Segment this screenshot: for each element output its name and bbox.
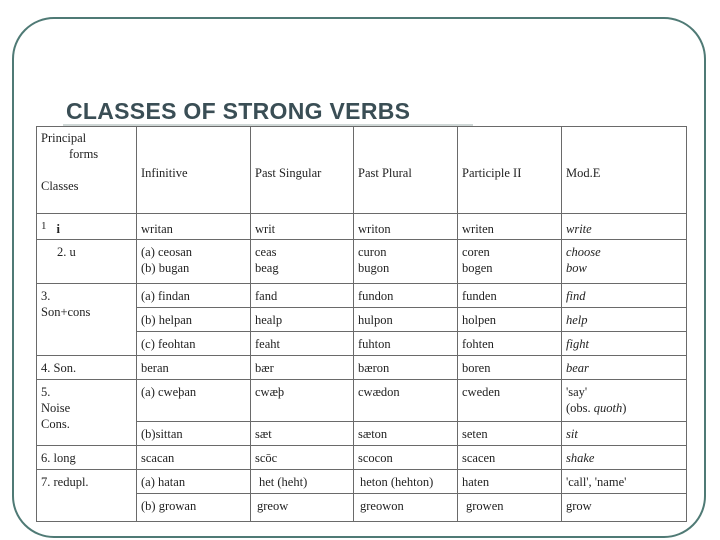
mode-cell: help — [562, 308, 687, 332]
participle-cell: fohten — [458, 332, 562, 356]
class-cell: 6. long — [37, 446, 137, 470]
past-singular-cell: greow — [251, 494, 354, 522]
past-plural-cell: writon — [354, 214, 458, 240]
header-infinitive: Infinitive — [137, 127, 251, 214]
past-plural-cell: sæton — [354, 422, 458, 446]
participle-cell: writen — [458, 214, 562, 240]
participle-cell: growen — [458, 494, 562, 522]
header-forms: forms — [69, 147, 99, 161]
class-cell: 4. Son. — [37, 356, 137, 380]
class-cell: 2. u — [37, 240, 137, 284]
past-singular-cell: fand — [251, 284, 354, 308]
participle-cell: boren — [458, 356, 562, 380]
past-singular-cell: writ — [251, 214, 354, 240]
header-past-plural: Past Plural — [354, 127, 458, 214]
header-principal: Principal — [41, 131, 87, 145]
class-vowel: i — [56, 222, 60, 236]
table-row — [37, 240, 687, 284]
past-singular-cell: scōc — [251, 446, 354, 470]
mode-a: choose — [566, 245, 601, 259]
header-participle: Participle II — [458, 127, 562, 214]
past-plural-cell: bæron — [354, 356, 458, 380]
infinitive-cell: beran — [137, 356, 251, 380]
past-singular-cell: het (heht) — [251, 470, 354, 494]
infinitive-cell: (b)sittan — [137, 422, 251, 446]
participle-cell: holpen — [458, 308, 562, 332]
infinitive-cell: (a) findan — [137, 284, 251, 308]
past-singular-cell — [251, 240, 354, 284]
mode-obsolete: (obs. quoth) — [566, 401, 627, 415]
mode-cell — [562, 380, 687, 422]
past-plural-cell — [354, 240, 458, 284]
class-number: 3. — [41, 289, 51, 303]
past-singular-cell: feaht — [251, 332, 354, 356]
participle-cell: scacen — [458, 446, 562, 470]
past-plural-b: bugon — [358, 261, 390, 275]
participle-a: coren — [462, 245, 490, 259]
infinitive-cell: scacan — [137, 446, 251, 470]
class-cell: 7. redupl. — [37, 470, 137, 522]
infinitive-cell — [137, 240, 251, 284]
past-plural-cell: hulpon — [354, 308, 458, 332]
mode-cell: fight — [562, 332, 687, 356]
infinitive-a: (a) ceosan — [141, 245, 193, 259]
past-plural-a: curon — [358, 245, 387, 259]
table-row — [37, 380, 687, 422]
table-row — [37, 284, 687, 308]
infinitive-b: (b) bugan — [141, 261, 190, 275]
table-row — [37, 470, 687, 494]
past-plural-cell: scocon — [354, 446, 458, 470]
participle-cell: cweden — [458, 380, 562, 422]
past-plural-cell: heton (hehton) — [354, 470, 458, 494]
mode-cell: write — [562, 214, 687, 240]
participle-b: bogen — [462, 261, 493, 275]
past-plural-cell: greowon — [354, 494, 458, 522]
class-name: Son+cons — [41, 305, 91, 319]
header-classes-cell — [37, 127, 137, 214]
class-number: 1 — [41, 220, 47, 232]
mode-b: bow — [566, 261, 587, 275]
participle-cell — [458, 240, 562, 284]
mode-cell — [562, 240, 687, 284]
infinitive-cell: (a) cweþan — [137, 380, 251, 422]
mode-gloss: 'say' — [566, 385, 588, 399]
past-singular-cell: cwæþ — [251, 380, 354, 422]
class-number: 5. — [41, 385, 51, 399]
past-plural-cell: fuhton — [354, 332, 458, 356]
mode-cell: shake — [562, 446, 687, 470]
table-row — [37, 356, 687, 380]
past-singular-cell: healp — [251, 308, 354, 332]
header-classes: Classes — [41, 179, 79, 193]
infinitive-cell: (c) feohtan — [137, 332, 251, 356]
participle-cell: haten — [458, 470, 562, 494]
strong-verbs-table — [36, 126, 687, 522]
past-singular-cell: sæt — [251, 422, 354, 446]
infinitive-cell: (b) helpan — [137, 308, 251, 332]
past-plural-cell: cwædon — [354, 380, 458, 422]
header-past-singular: Past Singular — [251, 127, 354, 214]
class-name: Noise — [41, 401, 71, 415]
past-singular-cell: bær — [251, 356, 354, 380]
class-cell — [37, 214, 137, 240]
mode-cell: 'call', 'name' — [562, 470, 687, 494]
infinitive-cell: (b) growan — [137, 494, 251, 522]
participle-cell: funden — [458, 284, 562, 308]
slide-title: CLASSES OF STRONG VERBS — [66, 98, 411, 124]
past-singular-a: ceas — [255, 245, 277, 259]
table-row — [37, 446, 687, 470]
mode-cell: grow — [562, 494, 687, 522]
past-plural-cell: fundon — [354, 284, 458, 308]
table-header-row — [37, 127, 687, 214]
mode-cell: bear — [562, 356, 687, 380]
participle-cell: seten — [458, 422, 562, 446]
infinitive-cell: (a) hatan — [137, 470, 251, 494]
class-name-2: Cons. — [41, 417, 70, 431]
header-mode: Mod.E — [562, 127, 687, 214]
class-cell — [37, 380, 137, 446]
past-singular-b: beag — [255, 261, 279, 275]
infinitive-cell: writan — [137, 214, 251, 240]
mode-cell: sit — [562, 422, 687, 446]
mode-cell: find — [562, 284, 687, 308]
table-row — [37, 214, 687, 240]
class-cell — [37, 284, 137, 356]
